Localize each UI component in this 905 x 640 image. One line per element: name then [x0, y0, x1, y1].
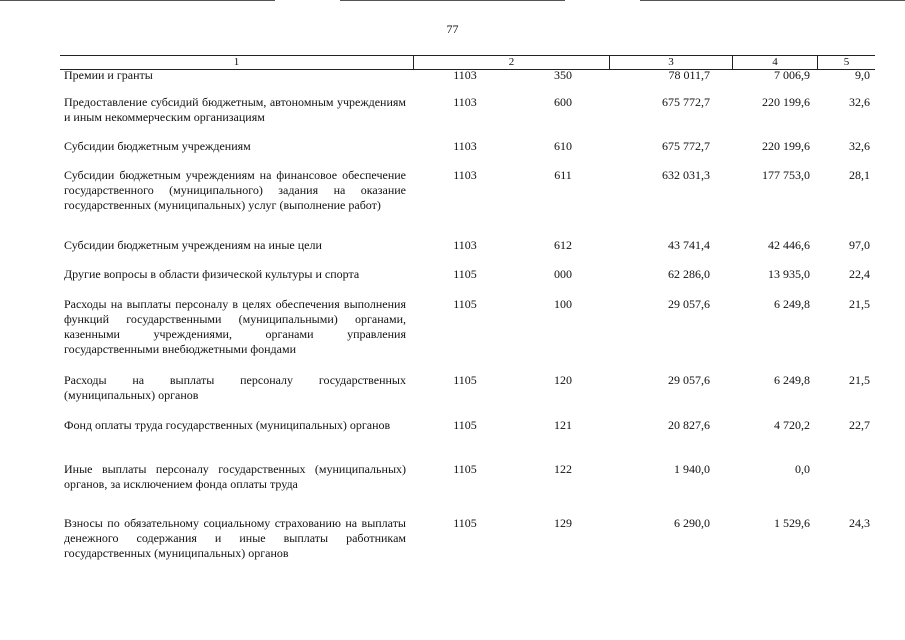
row-fact: 42 446,6: [768, 238, 810, 252]
row-section: 1105: [453, 516, 477, 530]
row-percent: 22,7: [849, 418, 870, 432]
row-plan: 43 741,4: [668, 238, 710, 252]
row-percent: 32,6: [849, 95, 870, 109]
row-plan: 1 940,0: [674, 462, 710, 476]
row-percent: 28,1: [849, 168, 870, 182]
row-code: 120: [554, 373, 572, 387]
row-fact: 0,0: [795, 462, 810, 476]
row-name: Премии и гранты: [64, 68, 153, 82]
row-fact: 6 249,8: [774, 373, 810, 387]
header-col-1: 1: [233, 56, 240, 68]
row-section: 1105: [453, 418, 477, 432]
row-fact: 220 199,6: [762, 95, 810, 109]
row-section: 1103: [453, 68, 477, 82]
row-code: 121: [554, 418, 572, 432]
row-plan: 632 031,3: [662, 168, 710, 182]
row-code: 350: [554, 68, 572, 82]
row-fact: 7 006,9: [774, 68, 810, 82]
row-fact: 1 529,6: [774, 516, 810, 530]
row-fact: 13 935,0: [768, 267, 810, 281]
header-col-2: 2: [508, 56, 515, 68]
row-percent: 32,6: [849, 139, 870, 153]
row-plan: 20 827,6: [668, 418, 710, 432]
row-percent: 9,0: [855, 68, 870, 82]
header-col-3: 3: [668, 56, 674, 68]
row-plan: 29 057,6: [668, 373, 710, 387]
row-section: 1105: [453, 373, 477, 387]
row-code: 000: [554, 267, 572, 281]
row-section: 1105: [453, 462, 477, 476]
row-fact: 4 720,2: [774, 418, 810, 432]
top-rule: [340, 0, 565, 1]
row-code: 612: [554, 238, 572, 252]
row-name: Расходы на выплаты персоналу государственных (муниципальных) органов: [64, 373, 406, 402]
row-name: Взносы по обязательному социальному страхованию на выплаты денежного содержания и иные выплаты работникам государственных (муниципальных) органов: [64, 516, 406, 560]
row-percent: 21,5: [849, 373, 870, 387]
row-code: 122: [554, 462, 572, 476]
row-plan: 62 286,0: [668, 267, 710, 281]
top-rule: [0, 0, 275, 1]
row-percent: 97,0: [849, 238, 870, 252]
row-section: 1103: [453, 139, 477, 153]
row-plan: 675 772,7: [662, 139, 710, 153]
row-fact: 220 199,6: [762, 139, 810, 153]
page-number: 77: [446, 22, 459, 36]
row-name: Субсидии бюджетным учреждениям: [64, 139, 251, 153]
row-name: Субсидии бюджетным учреждениям на финансовое обеспечение государственного (муниципального) задания на оказание государственных (муниципальных) услуг (выполнение работ): [64, 168, 406, 212]
row-percent: 21,5: [849, 297, 870, 311]
row-code: 600: [554, 95, 572, 109]
row-name: Другие вопросы в области физической культуры и спорта: [64, 267, 360, 281]
row-percent: 24,3: [849, 516, 870, 530]
row-section: 1103: [453, 95, 477, 109]
row-plan: 6 290,0: [674, 516, 710, 530]
row-section: 1103: [453, 168, 477, 182]
row-code: 610: [554, 139, 572, 153]
row-name: Фонд оплаты труда государственных (муниципальных) органов: [64, 418, 391, 432]
row-code: 100: [554, 297, 572, 311]
top-rule: [640, 0, 905, 1]
row-percent: 22,4: [849, 267, 870, 281]
row-code: 129: [554, 516, 572, 530]
row-name: Предоставление субсидий бюджетным, автономным учреждениям и иным некоммерческим организациям: [64, 95, 406, 124]
row-section: 1103: [453, 238, 477, 252]
row-section: 1105: [453, 297, 477, 311]
row-fact: 177 753,0: [762, 168, 810, 182]
row-plan: 78 011,7: [668, 68, 710, 82]
row-code: 611: [554, 168, 572, 182]
row-plan: 675 772,7: [662, 95, 710, 109]
row-fact: 6 249,8: [774, 297, 810, 311]
header-col-4: 4: [772, 56, 778, 68]
row-name: Субсидии бюджетным учреждениям на иные цели: [64, 238, 322, 252]
header-col-5: 5: [843, 56, 850, 68]
row-section: 1105: [453, 267, 477, 281]
row-name: Расходы на выплаты персоналу в целях обеспечения выполнения функций государственными (муниципальными) органами, казенными учреждениями, органами управления государственными внебюджетными фондами: [64, 297, 406, 356]
row-name: Иные выплаты персоналу государственных (муниципальных) органов, за исключением фонда оплаты труда: [64, 462, 406, 491]
row-plan: 29 057,6: [668, 297, 710, 311]
